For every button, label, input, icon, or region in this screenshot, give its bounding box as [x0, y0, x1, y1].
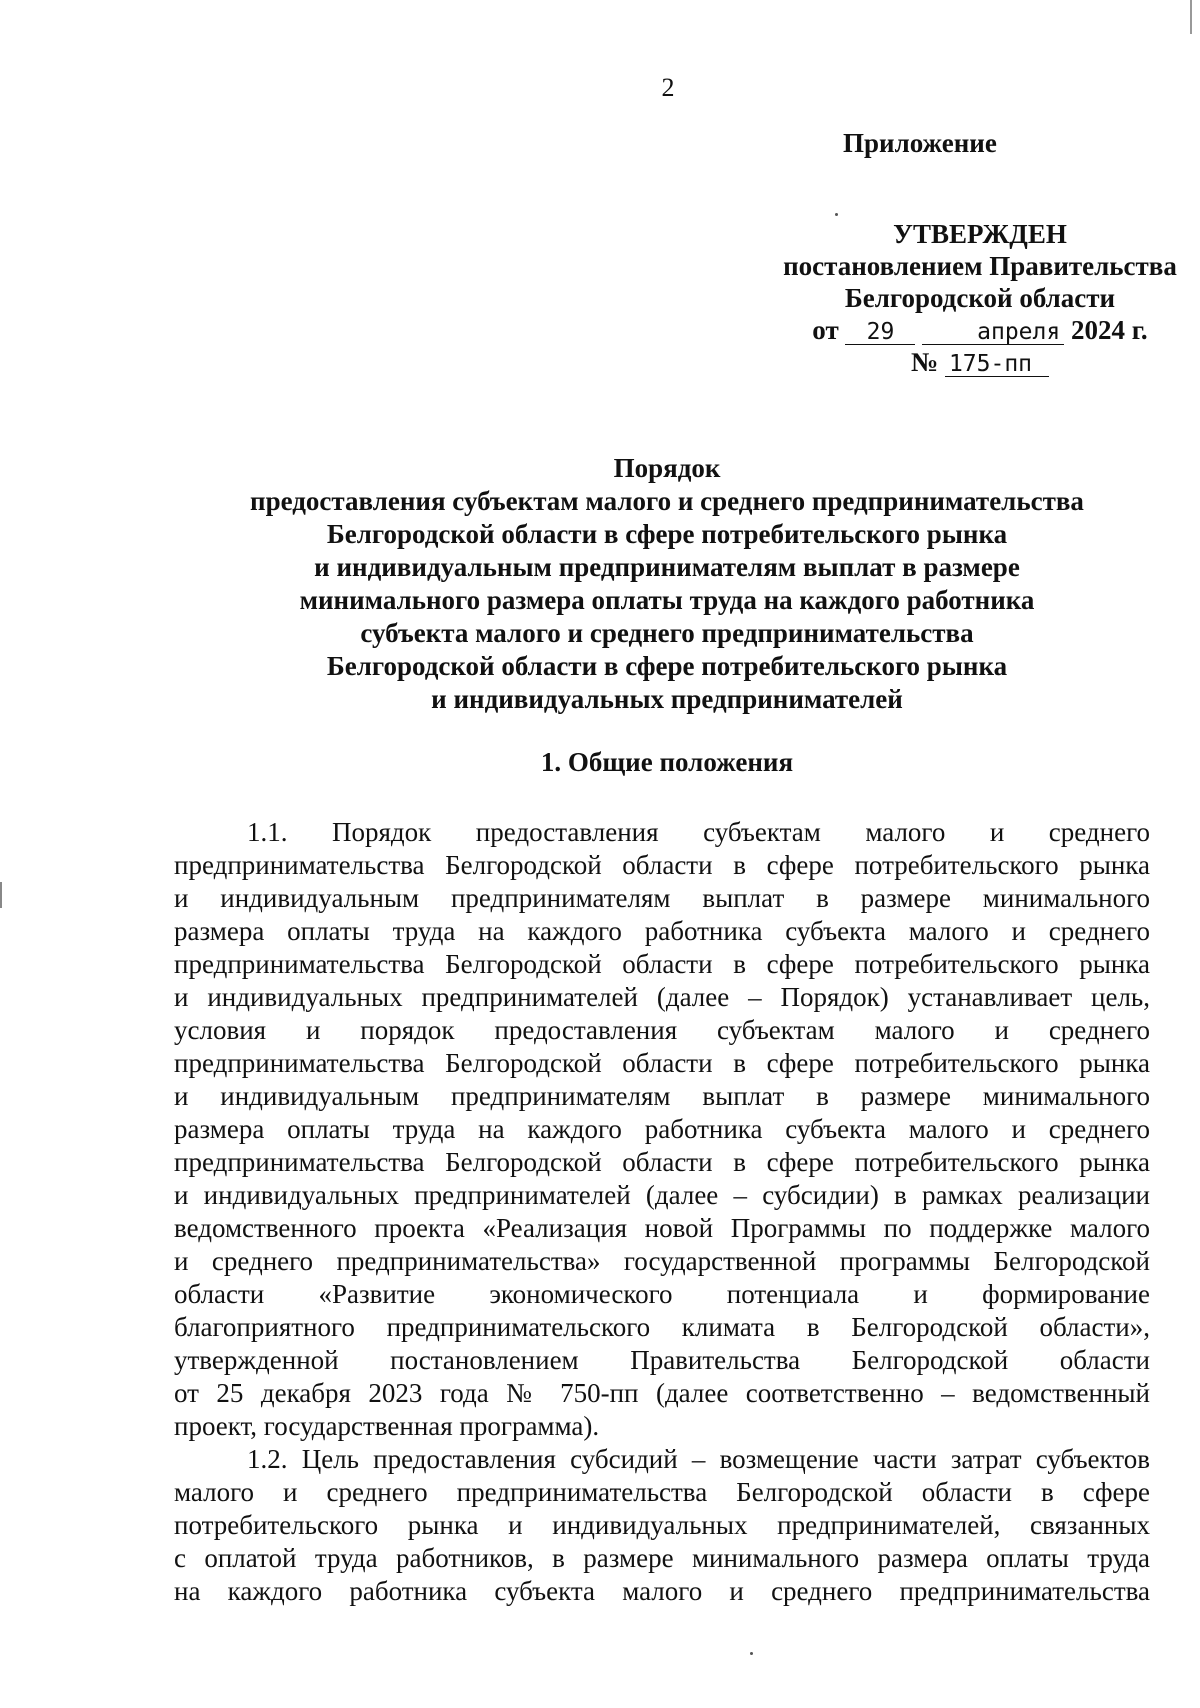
title-line: минимального размера оплаты труда на каждого работника — [299, 585, 1035, 615]
approval-line-1: постановлением Правительства — [783, 251, 1177, 281]
body-line: размера оплаты труда на каждого работника субъекта малого и среднего — [174, 916, 1150, 946]
body-line: и индивидуальным предпринимателям выплат в размере минимального — [174, 883, 1150, 913]
scan-edge-mark — [1184, 0, 1192, 34]
number-prefix: № — [911, 347, 939, 377]
number-value: 175-пп — [945, 352, 1049, 377]
body-line: проект, государственная программа). — [174, 1411, 600, 1441]
section-heading: 1. Общие положения — [540, 747, 794, 777]
paragraph-1-1-start: 1.1. Порядок предоставления субъектам малого и среднего — [247, 817, 1150, 847]
approval-number — [700, 346, 1200, 378]
body-line: от 25 декабря 2023 года № 750-пп (далее соответственно – ведомственный — [174, 1378, 1150, 1408]
date-year: 2024 г. — [1070, 315, 1148, 345]
date-prefix: от — [812, 315, 839, 345]
scan-speck — [750, 1652, 753, 1655]
title-line: Белгородской области в сфере потребительского рынка — [326, 651, 1008, 681]
title-line: и индивидуальным предпринимателям выплат в размере — [314, 552, 1020, 582]
date-day: 29 — [845, 320, 915, 345]
body-line: размера оплаты труда на каждого работника субъекта малого и среднего — [174, 1114, 1150, 1144]
body-line: предпринимательства Белгородской области в сфере потребительского рынка — [174, 1048, 1150, 1078]
scan-speck — [835, 213, 838, 216]
scan-margin-mark — [0, 882, 2, 908]
document-title — [170, 452, 1164, 716]
body-line: предпринимательства Белгородской области в сфере потребительского рынка — [174, 949, 1150, 979]
body-line: условия и порядок предоставления субъектам малого и среднего — [174, 1015, 1150, 1045]
body-line: благоприятного предпринимательского климата в Белгородской области», — [174, 1312, 1150, 1342]
body-line: на каждого работника субъекта малого и среднего предпринимательства — [174, 1576, 1150, 1606]
body-line: ведомственного проекта «Реализация новой Программы по поддержке малого — [174, 1213, 1150, 1243]
date-month: апреля — [922, 320, 1064, 345]
approval-heading: УТВЕРЖДЕН — [893, 219, 1067, 249]
approval-date — [700, 314, 1200, 346]
body-line: с оплатой труда работников, в размере минимального размера оплаты труда — [174, 1543, 1150, 1573]
body-line: области «Развитие экономического потенциала и формирование — [174, 1279, 1150, 1309]
body-line: и среднего предпринимательства» государственной программы Белгородской — [174, 1246, 1150, 1276]
approval-block — [700, 218, 1200, 378]
body-line: потребительского рынка и индивидуальных предпринимателей, связанных — [174, 1510, 1150, 1540]
paragraph-1-2-start: 1.2. Цель предоставления субсидий – возмещение части затрат субъектов — [247, 1444, 1150, 1474]
body-line: и индивидуальным предпринимателям выплат в размере минимального — [174, 1081, 1150, 1111]
approval-line-2: Белгородской области — [844, 283, 1116, 313]
title-heading: Порядок — [613, 453, 721, 483]
body-line: утвержденной постановлением Правительства Белгородской области — [174, 1345, 1150, 1375]
body-line: предпринимательства Белгородской области в сфере потребительского рынка — [174, 850, 1150, 880]
appendix-label: Приложение — [843, 128, 997, 158]
title-line: субъекта малого и среднего предпринимательства — [360, 618, 974, 648]
title-line: Белгородской области в сфере потребительского рынка — [326, 519, 1008, 549]
title-line: и индивидуальных предпринимателей — [431, 684, 903, 714]
body-line: и индивидуальных предпринимателей (далее – Порядок) устанавливает цель, — [174, 982, 1150, 1012]
page-number: 2 — [661, 73, 675, 102]
body-line: предпринимательства Белгородской области в сфере потребительского рынка — [174, 1147, 1150, 1177]
title-line: предоставления субъектам малого и среднего предпринимательства — [250, 486, 1084, 516]
body-line: малого и среднего предпринимательства Белгородской области в сфере — [174, 1477, 1150, 1507]
body-line: и индивидуальных предпринимателей (далее – субсидии) в рамках реализации — [174, 1180, 1150, 1210]
body-text — [174, 816, 1150, 1608]
